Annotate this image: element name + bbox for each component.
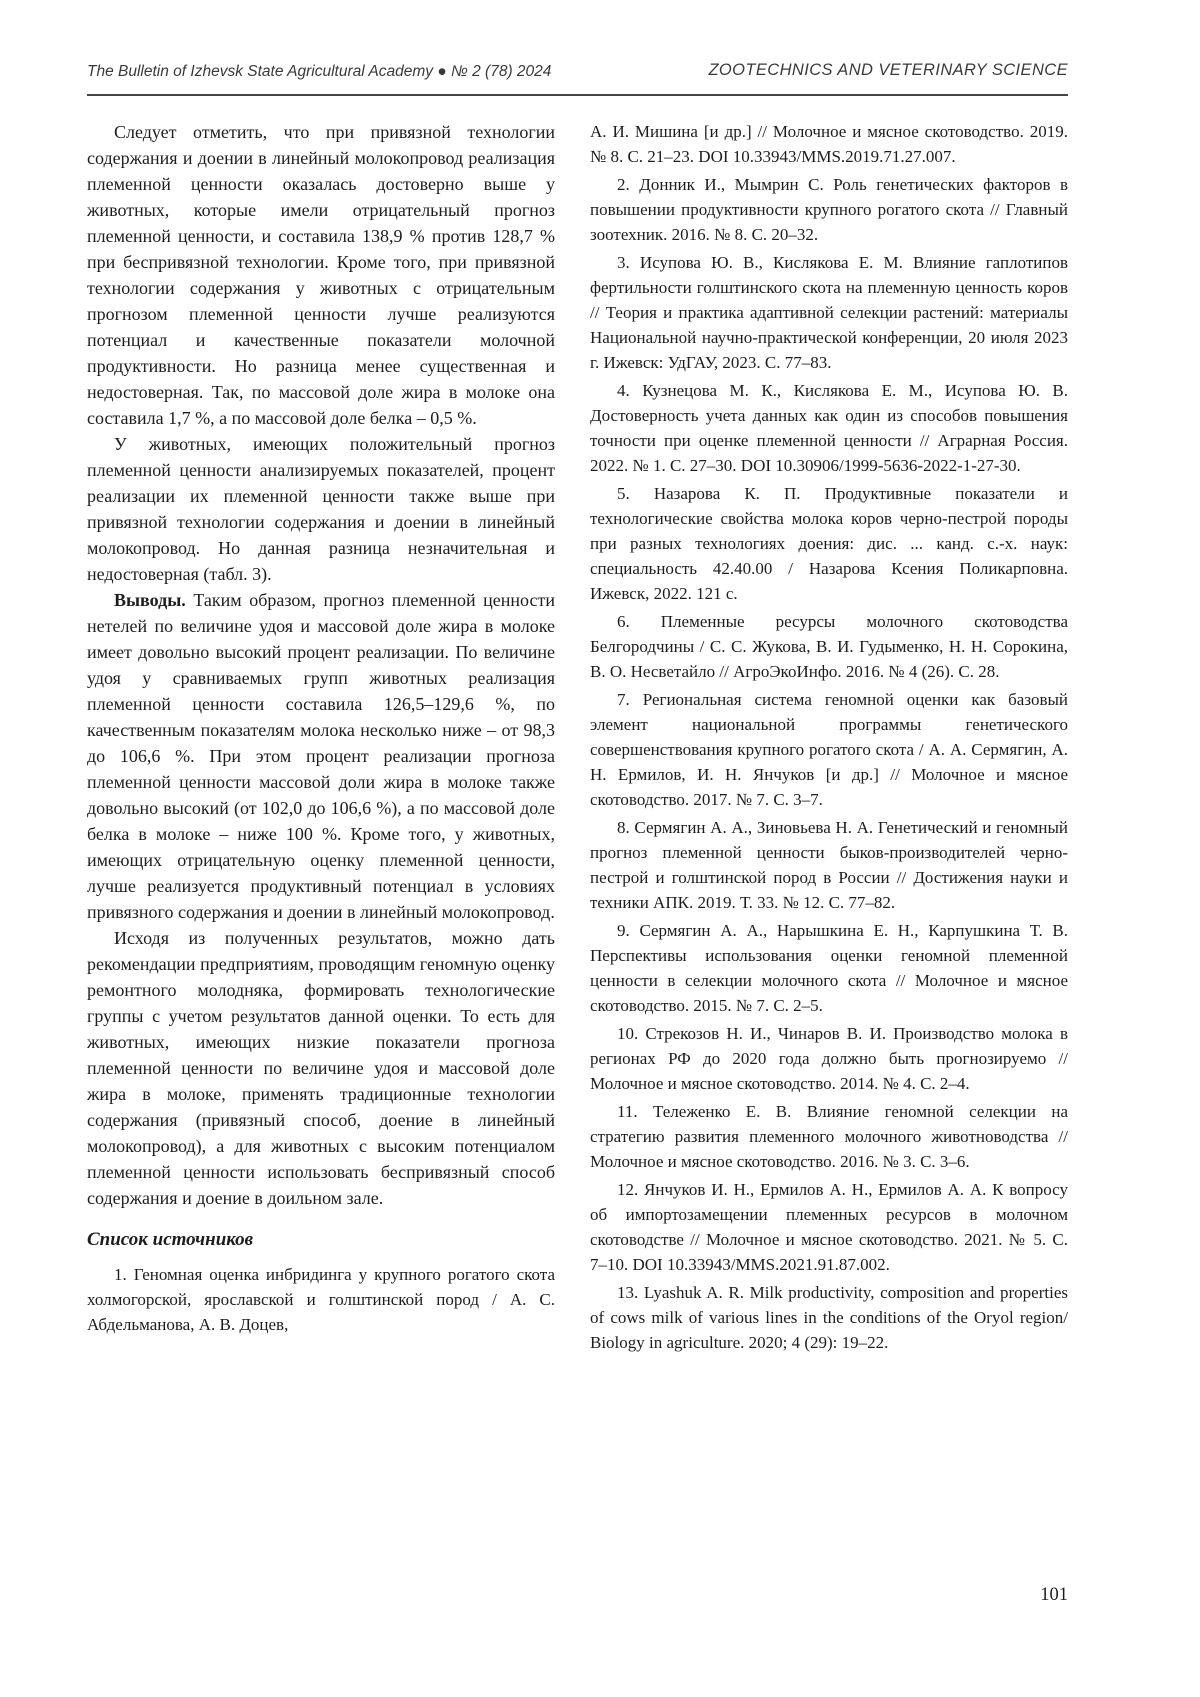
paragraph-results-2: У животных, имеющих положительный прогноз племенной ценности анализируемых показателей, процент реализации их племенной ценности также выше при привязной технологии содержания и доении в линейный молокопровод. Но данная разница незначительная и недостоверная (табл. 3). xyxy=(87,434,555,584)
reference-item: 5. Назарова К. П. Продуктивные показатели и технологические свойства молока коров черно-пестрой породы при разных технологиях доения: дис. ... канд. с.-х. наук: специальность 42.40.00 / Назарова Ксения Поликарповна. Ижевск, 2022. 121 с. xyxy=(590,484,1068,603)
header-rule xyxy=(87,94,1068,96)
reference-item: 9. Сермягин А. А., Нарышкина Е. Н., Карпушкина Т. В. Перспективы использования оценки геномной племенной ценности в селекции молочного скота // Молочное и мясное скотоводство. 2015. № 7. С. 2–5. xyxy=(590,921,1068,1015)
reference-item: 11. Тележенко Е. В. Влияние геномной селекции на стратегию развития племенного молочного животноводства // Молочное и мясное скотоводство. 2016. № 3. С. 3–6. xyxy=(590,1102,1068,1171)
paragraph-conclusions xyxy=(87,587,555,925)
reference-item-1-continuation: А. И. Мишина [и др.] // Молочное и мясное скотоводство. 2019. № 8. С. 21–23. DOI 10.33943/MMS.2019.71.27.007. xyxy=(590,122,1068,166)
reference-item: 4. Кузнецова М. К., Кислякова Е. М., Исупова Ю. В. Достоверность учета данных как один из способов повышения точности при оценке племенной ценности // Аграрная Россия. 2022. № 1. С. 27–30. DOI 10.30906/1999-5636-2022-1-27-30. xyxy=(590,381,1068,475)
paragraph-results-1: Следует отметить, что при привязной технологии содержания и доении в линейный молокопровод реализация племенной ценности оказалась достоверно выше у животных, которые имели отрицательный прогноз племенной ценности, и составила 138,9 % против 128,7 % при беспривязной технологии. Кроме того, при привязной технологии содержания у животных с отрицательным прогнозом племенной ценности лучше реализуются потенциал и качественные показатели молочной продуктивности. Но разница менее существенная и недостоверная. Так, по массовой доле жира в молоке она составила 1,7 %, а по массовой доле белка – 0,5 %. xyxy=(87,122,555,428)
running-head-section-title: ZOOTECHNICS AND VETERINARY SCIENCE xyxy=(708,61,1068,79)
conclusions-text: Таким образом, прогноз племенной ценности нетелей по величине удоя и массовой доле жира в молоке имеет довольно высокий процент реализации. По величине удоя у сравниваемых групп животных реализация племенной ценности составила 126,5–129,6 %, по качественным показателям молока несколько ниже – от 98,3 до 106,6 %. При этом процент реализации прогноза племенной ценности массовой доли жира в молоке также довольно высокий (от 102,0 до 106,6 %), а по массовой доле белка в молоке – ниже 100 %. Кроме того, у животных, имеющих отрицательную оценку племенной ценности, лучше реализуется продуктивный потенциал в условиях привязного содержания и доении в линейный молокопровод. xyxy=(87,590,555,922)
reference-item: 8. Сермягин А. А., Зиновьева Н. А. Генетический и геномный прогноз племенной ценности быков-производителей черно-пестрой и голштинской пород в России // Достижения науки и техники АПК. 2019. Т. 33. № 12. С. 77–82. xyxy=(590,818,1068,912)
left-column xyxy=(87,119,555,1340)
reference-item: 3. Исупова Ю. В., Кислякова Е. М. Влияние гаплотипов фертильности голштинского скота на племенную ценность коров // Теория и практика адаптивной селекции растений: материалы Национальной научно-практической конференции, 20 июля 2023 г. Ижевск: УдГАУ, 2023. С. 77–83. xyxy=(590,253,1068,372)
reference-item: 10. Стрекозов Н. И., Чинаров В. И. Производство молока в регионах РФ до 2020 года должно быть прогнозируемо // Молочное и мясное скотоводство. 2014. № 4. С. 2–4. xyxy=(590,1024,1068,1093)
reference-item: 12. Янчуков И. Н., Ермилов А. Н., Ермилов А. А. К вопросу об импортозамещении племенных ресурсов в молочном скотоводстве // Молочное и мясное скотоводство. 2021. № 5. С. 7–10. DOI 10.33943/MMS.2021.91.87.002. xyxy=(590,1180,1068,1274)
paragraph-recommendations: Исходя из полученных результатов, можно дать рекомендации предприятиям, проводящим геномную оценку ремонтного молодняка, формировать технологические группы с учетом результатов данной оценки. То есть для животных, имеющих низкие показатели прогноза племенной ценности по величине удоя и массовой доле жира в молоке, применять традиционные технологии содержания (привязный способ, доение в линейный молокопровод), а для животных с высоким потенциалом племенной ценности использовать беспривязный способ содержания и доение в доильном зале. xyxy=(87,928,555,1208)
conclusions-label: Выводы. xyxy=(114,590,186,610)
reference-item-1-start: 1. Геномная оценка инбридинга у крупного рогатого скота холмогорской, ярославской и голштинской пород / А. С. Абдельманова, А. В. Доцев, xyxy=(87,1265,555,1334)
running-head-journal-title: The Bulletin of Izhevsk State Agricultural Academy ● № 2 (78) 2024 xyxy=(87,63,552,80)
reference-item: 2. Донник И., Мымрин С. Роль генетических факторов в повышении продуктивности крупного рогатого скота // Главный зоотехник. 2016. № 8. С. 20–32. xyxy=(590,175,1068,244)
reference-item: 13. Lyashuk A. R. Milk productivity, composition and properties of cows milk of various lines in the conditions of the Oryol region/ Biology in agriculture. 2020; 4 (29): 19–22. xyxy=(590,1283,1068,1352)
right-column xyxy=(590,119,1068,1358)
page-number: 101 xyxy=(1040,1585,1068,1605)
references-heading: Список источников xyxy=(87,1229,254,1250)
reference-item: 6. Племенные ресурсы молочного скотоводства Белгородчины / С. С. Жукова, В. И. Гудыменко, Н. Н. Сорокина, В. О. Несветайло // АгроЭкоИнфо. 2016. № 4 (26). С. 28. xyxy=(590,612,1068,681)
reference-item: 7. Региональная система геномной оценки как базовый элемент национальной программы генетического совершенствования крупного рогатого скота / А. А. Сермягин, А. Н. Ермилов, И. Н. Янчуков [и др.] // Молочное и мясное скотоводство. 2017. № 7. С. 3–7. xyxy=(590,690,1068,809)
references-list xyxy=(590,172,1068,1355)
